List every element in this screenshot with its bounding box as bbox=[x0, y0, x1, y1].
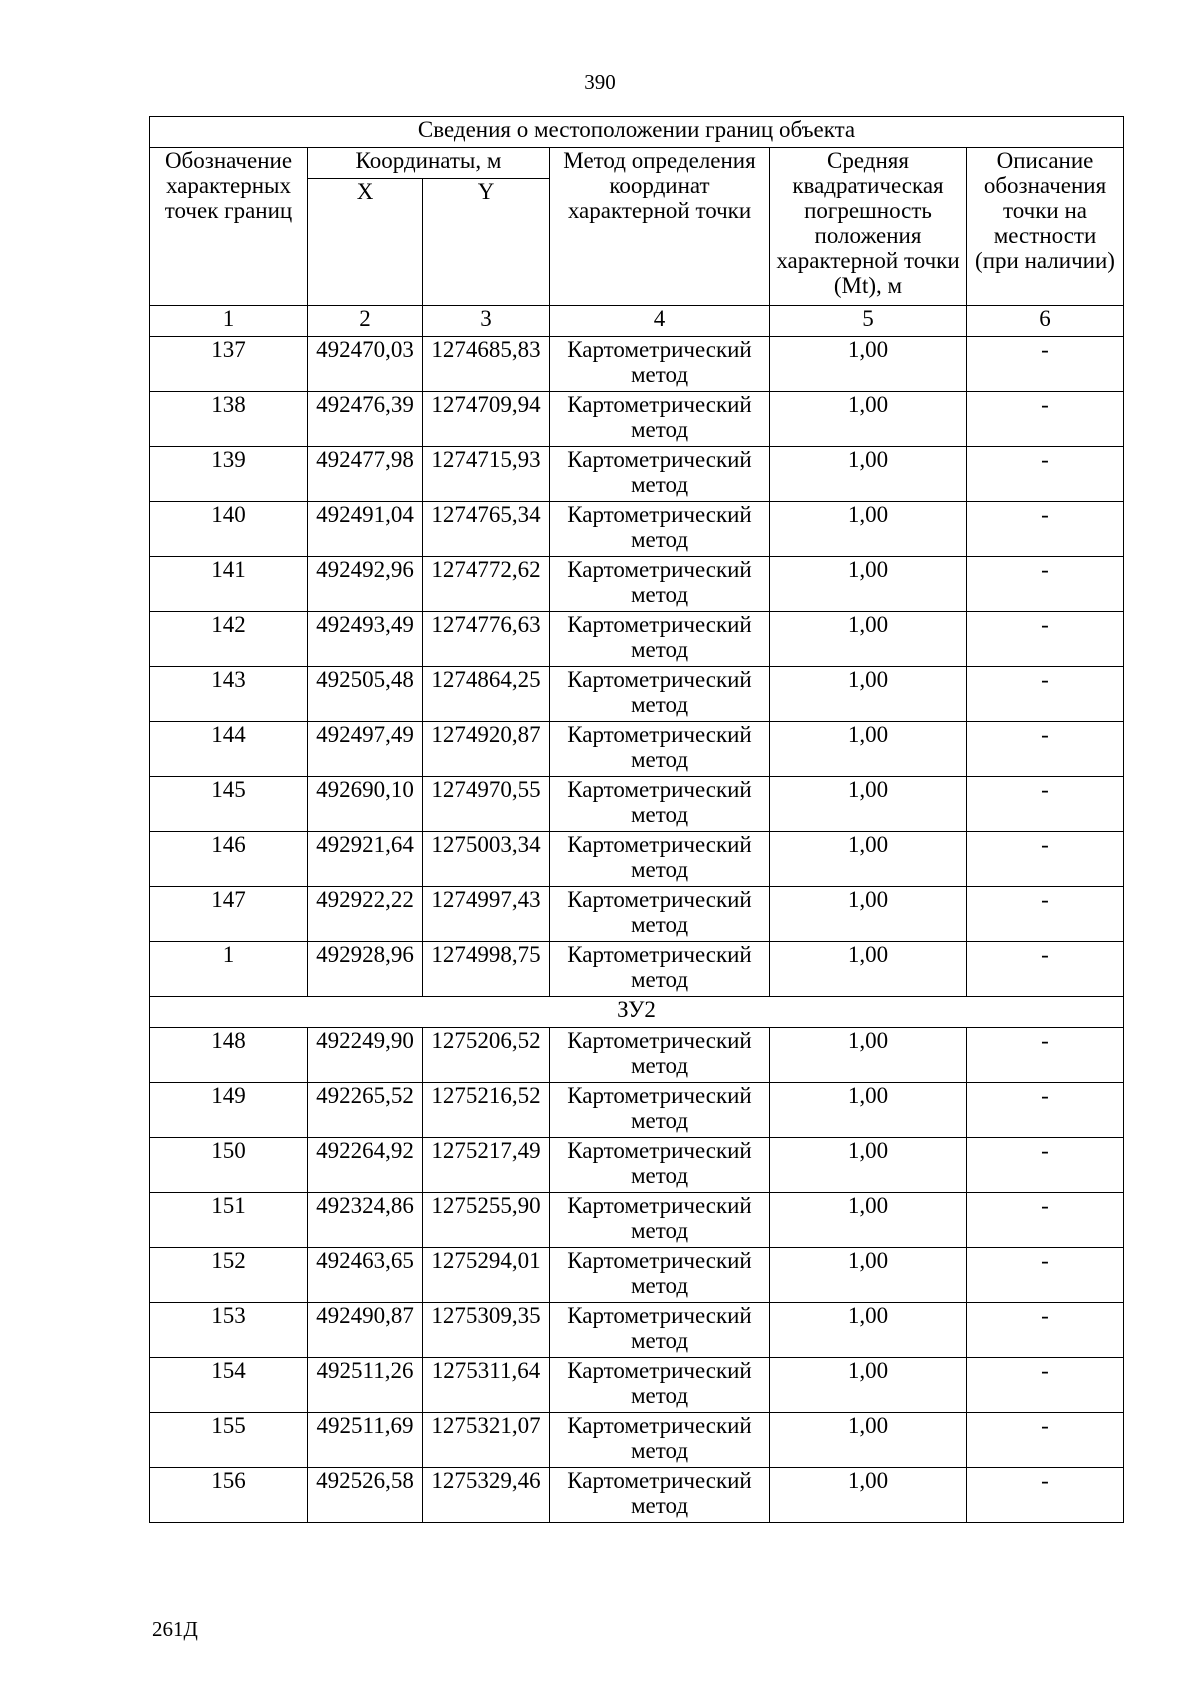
cell-method: Картометрический метод bbox=[550, 1413, 770, 1468]
section-label: ЗУ2 bbox=[150, 997, 1124, 1028]
cell-point: 143 bbox=[150, 667, 308, 722]
cell-point: 147 bbox=[150, 887, 308, 942]
cell-y: 1274685,83 bbox=[423, 337, 550, 392]
cell-method: Картометрический метод bbox=[550, 1083, 770, 1138]
cell-point: 142 bbox=[150, 612, 308, 667]
cell-method: Картометрический метод bbox=[550, 1193, 770, 1248]
cell-point: 1 bbox=[150, 942, 308, 997]
cell-description: - bbox=[967, 392, 1124, 447]
table-row bbox=[150, 557, 1124, 612]
cell-description: - bbox=[967, 1083, 1124, 1138]
table-row bbox=[150, 722, 1124, 777]
cell-point: 155 bbox=[150, 1413, 308, 1468]
cell-x: 492505,48 bbox=[308, 667, 423, 722]
table-row bbox=[150, 942, 1124, 997]
cell-x: 492492,96 bbox=[308, 557, 423, 612]
cell-point: 137 bbox=[150, 337, 308, 392]
cell-method: Картометрический метод bbox=[550, 1138, 770, 1193]
table-row bbox=[150, 1028, 1124, 1083]
cell-description: - bbox=[967, 667, 1124, 722]
table-row bbox=[150, 337, 1124, 392]
table-row bbox=[150, 392, 1124, 447]
cell-x: 492324,86 bbox=[308, 1193, 423, 1248]
cell-error: 1,00 bbox=[770, 1248, 967, 1303]
table-row bbox=[150, 1248, 1124, 1303]
cell-method: Картометрический метод bbox=[550, 722, 770, 777]
cell-y: 1275311,64 bbox=[423, 1358, 550, 1413]
cell-point: 139 bbox=[150, 447, 308, 502]
cell-error: 1,00 bbox=[770, 1468, 967, 1523]
cell-point: 138 bbox=[150, 392, 308, 447]
cell-point: 154 bbox=[150, 1358, 308, 1413]
cell-y: 1275217,49 bbox=[423, 1138, 550, 1193]
cell-x: 492526,58 bbox=[308, 1468, 423, 1523]
cell-point: 141 bbox=[150, 557, 308, 612]
table-row bbox=[150, 1138, 1124, 1193]
table-title-row bbox=[150, 117, 1124, 148]
cell-y: 1275255,90 bbox=[423, 1193, 550, 1248]
page-number: 390 bbox=[584, 70, 616, 94]
cell-method: Картометрический метод bbox=[550, 392, 770, 447]
cell-description: - bbox=[967, 722, 1124, 777]
cell-y: 1275329,46 bbox=[423, 1468, 550, 1523]
cell-x: 492265,52 bbox=[308, 1083, 423, 1138]
header-mean-error: Средняя квадратическая погрешность положения характерной точки (Mt), м bbox=[770, 148, 967, 306]
cell-error: 1,00 bbox=[770, 612, 967, 667]
column-number: 4 bbox=[550, 306, 770, 337]
table-row bbox=[150, 1358, 1124, 1413]
cell-y: 1274970,55 bbox=[423, 777, 550, 832]
cell-y: 1275003,34 bbox=[423, 832, 550, 887]
header-y: Y bbox=[423, 179, 550, 306]
cell-y: 1274715,93 bbox=[423, 447, 550, 502]
cell-point: 153 bbox=[150, 1303, 308, 1358]
table-row bbox=[150, 1193, 1124, 1248]
header-description: Описание обозначения точки на местности (при наличии) bbox=[967, 148, 1124, 306]
cell-method: Картометрический метод bbox=[550, 887, 770, 942]
cell-description: - bbox=[967, 557, 1124, 612]
table-row bbox=[150, 502, 1124, 557]
table-row bbox=[150, 887, 1124, 942]
table-row bbox=[150, 1413, 1124, 1468]
table-row bbox=[150, 667, 1124, 722]
cell-error: 1,00 bbox=[770, 557, 967, 612]
cell-point: 149 bbox=[150, 1083, 308, 1138]
cell-point: 146 bbox=[150, 832, 308, 887]
cell-description: - bbox=[967, 1303, 1124, 1358]
cell-method: Картометрический метод bbox=[550, 502, 770, 557]
table-row bbox=[150, 447, 1124, 502]
column-number: 5 bbox=[770, 306, 967, 337]
cell-point: 140 bbox=[150, 502, 308, 557]
cell-point: 156 bbox=[150, 1468, 308, 1523]
cell-y: 1274864,25 bbox=[423, 667, 550, 722]
cell-x: 492497,49 bbox=[308, 722, 423, 777]
table-row bbox=[150, 1303, 1124, 1358]
cell-x: 492463,65 bbox=[308, 1248, 423, 1303]
cell-description: - bbox=[967, 1193, 1124, 1248]
cell-method: Картометрический метод bbox=[550, 447, 770, 502]
cell-method: Картометрический метод bbox=[550, 832, 770, 887]
cell-x: 492511,26 bbox=[308, 1358, 423, 1413]
cell-error: 1,00 bbox=[770, 337, 967, 392]
cell-error: 1,00 bbox=[770, 667, 967, 722]
cell-method: Картометрический метод bbox=[550, 1248, 770, 1303]
cell-method: Картометрический метод bbox=[550, 557, 770, 612]
cell-x: 492249,90 bbox=[308, 1028, 423, 1083]
header-method: Метод определения координат характерной точки bbox=[550, 148, 770, 306]
cell-method: Картометрический метод bbox=[550, 1468, 770, 1523]
cell-error: 1,00 bbox=[770, 887, 967, 942]
cell-point: 151 bbox=[150, 1193, 308, 1248]
cell-y: 1275294,01 bbox=[423, 1248, 550, 1303]
cell-point: 150 bbox=[150, 1138, 308, 1193]
cell-y: 1274709,94 bbox=[423, 392, 550, 447]
cell-error: 1,00 bbox=[770, 942, 967, 997]
cell-y: 1274920,87 bbox=[423, 722, 550, 777]
column-number: 6 bbox=[967, 306, 1124, 337]
cell-description: - bbox=[967, 942, 1124, 997]
cell-error: 1,00 bbox=[770, 722, 967, 777]
cell-method: Картометрический метод bbox=[550, 667, 770, 722]
cell-x: 492922,22 bbox=[308, 887, 423, 942]
header-coordinates: Координаты, м bbox=[308, 148, 550, 179]
cell-description: - bbox=[967, 612, 1124, 667]
cell-y: 1275309,35 bbox=[423, 1303, 550, 1358]
cell-y: 1275321,07 bbox=[423, 1413, 550, 1468]
column-number-row bbox=[150, 306, 1124, 337]
cell-x: 492476,39 bbox=[308, 392, 423, 447]
cell-description: - bbox=[967, 447, 1124, 502]
cell-x: 492470,03 bbox=[308, 337, 423, 392]
cell-x: 492690,10 bbox=[308, 777, 423, 832]
cell-error: 1,00 bbox=[770, 502, 967, 557]
header-row-1 bbox=[150, 148, 1124, 179]
cell-description: - bbox=[967, 1138, 1124, 1193]
cell-error: 1,00 bbox=[770, 1303, 967, 1358]
cell-point: 152 bbox=[150, 1248, 308, 1303]
cell-description: - bbox=[967, 1248, 1124, 1303]
cell-description: - bbox=[967, 1028, 1124, 1083]
cell-description: - bbox=[967, 777, 1124, 832]
table-row bbox=[150, 1083, 1124, 1138]
footer-code: 261Д bbox=[152, 1617, 198, 1641]
cell-error: 1,00 bbox=[770, 1028, 967, 1083]
cell-description: - bbox=[967, 502, 1124, 557]
cell-error: 1,00 bbox=[770, 392, 967, 447]
cell-x: 492490,87 bbox=[308, 1303, 423, 1358]
cell-method: Картометрический метод bbox=[550, 942, 770, 997]
table-row bbox=[150, 1468, 1124, 1523]
cell-y: 1274997,43 bbox=[423, 887, 550, 942]
cell-method: Картометрический метод bbox=[550, 337, 770, 392]
cell-description: - bbox=[967, 1413, 1124, 1468]
cell-point: 144 bbox=[150, 722, 308, 777]
table-row bbox=[150, 777, 1124, 832]
cell-y: 1274776,63 bbox=[423, 612, 550, 667]
column-number: 1 bbox=[150, 306, 308, 337]
column-number: 3 bbox=[423, 306, 550, 337]
header-point-designation: Обозначение характерных точек границ bbox=[150, 148, 308, 306]
cell-method: Картометрический метод bbox=[550, 1358, 770, 1413]
cell-x: 492511,69 bbox=[308, 1413, 423, 1468]
cell-method: Картометрический метод bbox=[550, 1028, 770, 1083]
table-row bbox=[150, 612, 1124, 667]
cell-error: 1,00 bbox=[770, 1413, 967, 1468]
cell-error: 1,00 bbox=[770, 1358, 967, 1413]
cell-y: 1274772,62 bbox=[423, 557, 550, 612]
cell-x: 492928,96 bbox=[308, 942, 423, 997]
cell-y: 1274998,75 bbox=[423, 942, 550, 997]
cell-y: 1274765,34 bbox=[423, 502, 550, 557]
cell-x: 492264,92 bbox=[308, 1138, 423, 1193]
cell-description: - bbox=[967, 1358, 1124, 1413]
cell-point: 148 bbox=[150, 1028, 308, 1083]
cell-y: 1275206,52 bbox=[423, 1028, 550, 1083]
boundary-coordinates-table bbox=[149, 116, 1124, 1523]
cell-x: 492491,04 bbox=[308, 502, 423, 557]
cell-error: 1,00 bbox=[770, 1193, 967, 1248]
header-x: X bbox=[308, 179, 423, 306]
cell-x: 492477,98 bbox=[308, 447, 423, 502]
section-row bbox=[150, 997, 1124, 1028]
cell-description: - bbox=[967, 1468, 1124, 1523]
cell-error: 1,00 bbox=[770, 1083, 967, 1138]
cell-x: 492921,64 bbox=[308, 832, 423, 887]
table-row bbox=[150, 832, 1124, 887]
cell-error: 1,00 bbox=[770, 832, 967, 887]
cell-y: 1275216,52 bbox=[423, 1083, 550, 1138]
column-number: 2 bbox=[308, 306, 423, 337]
cell-description: - bbox=[967, 337, 1124, 392]
cell-method: Картометрический метод bbox=[550, 1303, 770, 1358]
table-title: Сведения о местоположении границ объекта bbox=[150, 117, 1124, 148]
cell-point: 145 bbox=[150, 777, 308, 832]
cell-error: 1,00 bbox=[770, 1138, 967, 1193]
cell-description: - bbox=[967, 887, 1124, 942]
cell-method: Картометрический метод bbox=[550, 612, 770, 667]
cell-x: 492493,49 bbox=[308, 612, 423, 667]
cell-description: - bbox=[967, 832, 1124, 887]
cell-error: 1,00 bbox=[770, 447, 967, 502]
cell-error: 1,00 bbox=[770, 777, 967, 832]
cell-method: Картометрический метод bbox=[550, 777, 770, 832]
